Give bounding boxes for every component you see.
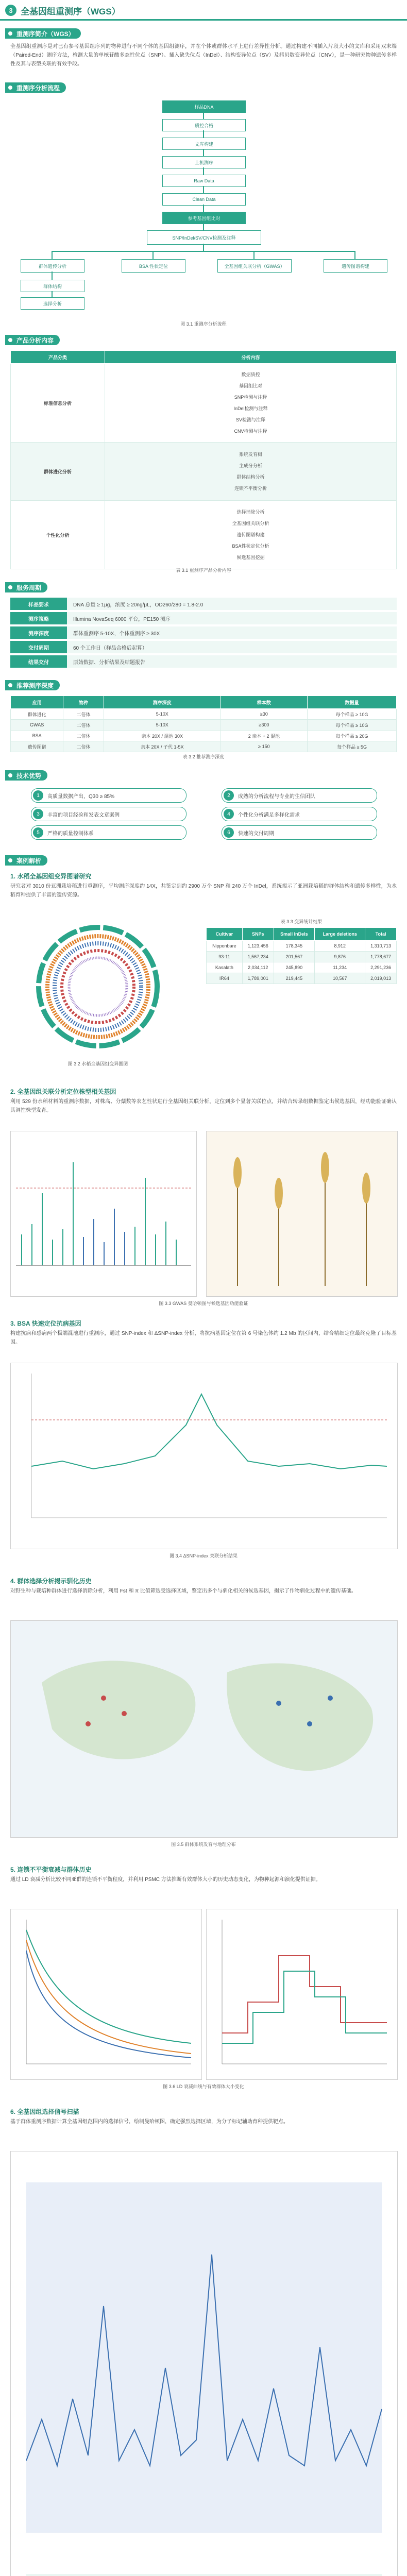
table-row (207, 973, 397, 984)
cases-label: 案例解析 (5, 855, 47, 866)
service-key: 交付周期 (10, 641, 67, 653)
case1-table (206, 927, 397, 984)
flow-caption: 图 3.1 重测序分析流程 (180, 321, 227, 327)
depth-cell: 2 亲本 + 2 混池 (221, 731, 307, 741)
case1-cell: Nipponbare (207, 941, 243, 952)
case4-text: 对野生种与栽培种群体进行选择消除分析，利用 Fst 和 π 比值筛选受选择区域，鉴定出多个与驯化相关的候选基因，揭示了作物驯化过程中的遗传基础。 (10, 1588, 357, 1594)
case1-cell: 201,567 (274, 952, 315, 962)
case1-col: SNPs (242, 928, 274, 941)
depth-col: 应用 (11, 696, 63, 709)
case3-title: 3. BSA 快速定位抗病基因 (10, 1320, 81, 1327)
case1-cell: 1,123,456 (242, 941, 274, 952)
case1-table-caption: 表 3.3 变异统计结果 (280, 919, 323, 924)
service-value: 群体重测序 5-10X，个体重测序 ≥ 30X (67, 626, 397, 639)
case5-title: 5. 连锁不平衡衰减与群体历史 (10, 1866, 92, 1873)
table-row (11, 443, 397, 501)
advantage-item: 6 快速的交付周期 (222, 825, 377, 840)
case1-cell: 1,789,001 (242, 973, 274, 984)
flow-box-structure: 群体结构 (21, 280, 84, 292)
depth-cell: 二倍体 (63, 731, 104, 741)
overview-label: 重测序简介（WGS） (5, 28, 81, 39)
case1-cell: 11,234 (315, 962, 365, 973)
service-key: 结果交付 (10, 655, 67, 668)
depth-cell: BSA (11, 731, 63, 741)
flow-box-gwas: 全基因组关联分析（GWAS） (217, 259, 292, 273)
case6-text: 基于群体重测序数据计算全基因组范围内的选择信号，绘制曼哈顿图，确定强烈选择区域，为分子标记辅助育种提供靶点。 (10, 2119, 289, 2125)
case1-cell: 1,310,713 (365, 941, 397, 952)
flow-box-dna: 样品DNA (162, 100, 246, 113)
depth-cell: 每个样品 ≥ 20G (308, 731, 397, 741)
flow-box-sequencing: 上机测序 (162, 156, 246, 168)
page-header (0, 0, 407, 21)
depth-cell: 二倍体 (63, 741, 104, 752)
table-row (207, 962, 397, 973)
depth-col: 物种 (63, 696, 104, 709)
depth-col: 测序深度 (104, 696, 221, 709)
header-rule (0, 19, 407, 21)
depth-cell: 二倍体 (63, 709, 104, 720)
service-key: 测序深度 (10, 626, 67, 639)
depth-cell: ≥300 (221, 720, 307, 731)
products-col-content: 分析内容 (105, 351, 397, 364)
advantage-item: 3 丰富的项目经验和发表文章案例 (31, 807, 186, 821)
case2-fig-caption: 图 3.3 GWAS 曼哈顿图与候选基因功能验证 (159, 1301, 248, 1306)
case1-cell: 9,876 (315, 952, 365, 962)
case1-cell: 245,890 (274, 962, 315, 973)
case1-col: Cultivar (207, 928, 243, 941)
depth-label: 推荐测序深度 (5, 680, 60, 690)
case3-snp-index-figure (10, 1363, 398, 1549)
table-row (207, 952, 397, 962)
depth-cell: GWAS (11, 720, 63, 731)
case6-selection-figure (10, 2151, 398, 2576)
case1-cell: 1,567,234 (242, 952, 274, 962)
flow-box-qc: 质控合格 (162, 119, 246, 131)
case1-circos-figure (21, 917, 175, 1056)
advantage-item: 1 高质量数据产出，Q30 ≥ 85% (31, 788, 186, 803)
depth-table (10, 696, 397, 752)
case1-cell: 219,445 (274, 973, 315, 984)
products-caption: 表 3.1 重测序产品分析内容 (176, 568, 231, 573)
case4-fig-caption: 图 3.5 群体系统发育与地理分布 (171, 1842, 236, 1847)
service-value: Illumina NovaSeq 6000 平台，PE150 测序 (67, 612, 397, 624)
case5-psmc-figure (206, 1909, 398, 2080)
service-value: 原始数据、分析结果及结题报告 (67, 655, 397, 668)
case1-cell: 2,291,236 (365, 962, 397, 973)
depth-cell: 遗传图谱 (11, 741, 63, 752)
table-row (11, 741, 397, 752)
page-title: 全基因组重测序（WGS） (21, 6, 121, 16)
depth-cell: 二倍体 (63, 720, 104, 731)
products-cell: 选择消除分析 全基因组关联分析 遗传图谱构建 BSA性状定位分析 候选基因挖掘 (105, 501, 397, 569)
case1-cell: 2,034,112 (242, 962, 274, 973)
flow-chart (0, 95, 407, 322)
depth-cell: 每个样品 ≥ 10G (308, 720, 397, 731)
table-row (11, 709, 397, 720)
service-row (10, 626, 397, 639)
case1-cell: 8,912 (315, 941, 365, 952)
service-row (10, 655, 397, 668)
table-row (11, 364, 397, 443)
flow-box-raw: Raw Data (162, 175, 246, 187)
service-key: 测序策略 (10, 612, 67, 624)
services-label: 服务周期 (5, 582, 47, 592)
flow-label: 重测序分析流程 (5, 82, 66, 93)
service-row (10, 612, 397, 624)
depth-cell: 5-10X (104, 720, 221, 731)
flow-box-popgen: 群体遗传分析 (21, 259, 84, 273)
products-label: 产品分析内容 (5, 335, 60, 345)
case2-plant-photos (206, 1131, 398, 1297)
case3-fig-caption: 图 3.4 ΔSNP-index 关联分析结果 (169, 1553, 238, 1558)
products-cell: 系统发育树 主成分分析 群体结构分析 连锁不平衡分析 (105, 443, 397, 501)
case1-cell: 1,778,677 (365, 952, 397, 962)
case4-map-figure (10, 1620, 398, 1838)
advantage-item: 5 严格的质量控制体系 (31, 825, 186, 840)
service-key: 样品要求 (10, 598, 67, 610)
products-table (10, 350, 397, 569)
case1-fig-caption: 图 3.2 水稻全基因组变异圈图 (67, 1061, 128, 1066)
products-cell: 群体进化分析 (11, 443, 105, 501)
overview-text: 全基因组重测序是对已有参考基因组序列的物种进行不同个体的基因组测序，并在个体或群体水平上进行差异性分析。通过构建不同插入片段大小的文库和采用双末端（Paired-End）测序方法，检测大量的单核苷酸多态性位点（SNP）、插入缺失位点（InDel）、结构变异位点（SV）及拷贝数变异位点（CNV），是一种研究物种遗传多样性及其与表型关联的有效手段。 (10, 44, 397, 67)
flow-box-bsa: BSA 性状定位 (122, 259, 185, 273)
case2-text: 利用 529 份水稻材料的重测序数据，对株高、分蘖数等农艺性状进行全基因组关联分析，定位到多个显著关联位点，并结合转录组数据鉴定出候选基因，经功能验证确认其调控株型发育。 (10, 1099, 397, 1113)
case1-col: Large deletions (315, 928, 365, 941)
service-value: DNA 总量 ≥ 1μg，浓度 ≥ 20ng/μL，OD260/280 = 1.8-2.0 (67, 598, 397, 610)
depth-cell: 群体进化 (11, 709, 63, 720)
case5-text: 通过 LD 衰减分析比较不同亚群的连锁不平衡程度，并利用 PSMC 方法推断有效群体大小的历史动态变化，为物种起源和演化提供证据。 (10, 1877, 321, 1883)
case1-cell: 10,567 (315, 973, 365, 984)
case5-fig-caption: 图 3.6 LD 衰减曲线与有效群体大小变化 (163, 2084, 244, 2089)
depth-cell: ≥ 150 (221, 741, 307, 752)
table-row (11, 501, 397, 569)
flow-box-map: 遗传图谱构建 (324, 259, 387, 273)
depth-caption: 表 3.2 推荐测序深度 (182, 754, 225, 759)
case1-text: 研究者对 3010 份亚洲栽培稻进行重测序，平均测序深度约 14X，共鉴定到约 2900 万个 SNP 和 240 万个 InDel，系统揭示了亚洲栽培稻的群体结构和遗传多样性，为水稻育种提供了丰富的遗传资源。 (10, 884, 397, 898)
flow-box-clean: Clean Data (162, 193, 246, 206)
case1-cell: 178,345 (274, 941, 315, 952)
case6-title: 6. 全基因组选择信号扫描 (10, 2108, 79, 2115)
depth-col: 数据量 (308, 696, 397, 709)
advantage-item: 2 成熟的分析流程与专业的生信团队 (222, 788, 377, 803)
case1-cell: IR64 (207, 973, 243, 984)
flow-box-library: 文库构建 (162, 138, 246, 150)
case4-title: 4. 群体选择分析揭示驯化历史 (10, 1578, 92, 1585)
case1-title: 1. 水稻全基因组变异图谱研究 (10, 873, 92, 880)
flow-box-align: 参考基因组比对 (162, 212, 246, 224)
table-row (11, 720, 397, 731)
case1-cell: 93-11 (207, 952, 243, 962)
service-row (10, 641, 397, 653)
depth-cell: ≥30 (221, 709, 307, 720)
depth-cell: 每个样品 ≥ 10G (308, 709, 397, 720)
service-value: 60 个工作日（样品合格后起算） (67, 641, 397, 653)
products-cell: 标准信息分析 (11, 364, 105, 443)
flow-box-variants: SNP/InDel/SV/CNV检测及注释 (147, 230, 261, 245)
depth-cell: 亲本 20X / 混池 30X (104, 731, 221, 741)
flow-box-selection: 选择分析 (21, 297, 84, 310)
case1-col: Small InDels (274, 928, 315, 941)
case1-cell: Kasalath (207, 962, 243, 973)
case5-ld-figure (10, 1909, 202, 2080)
case1-col: Total (365, 928, 397, 941)
products-cell: 个性化分析 (11, 501, 105, 569)
case2-title: 2. 全基因组关联分析定位株型相关基因 (10, 1088, 116, 1095)
depth-cell: 每个样品 ≥ 5G (308, 741, 397, 752)
table-row (207, 941, 397, 952)
depth-cell: 亲本 20X / 子代 1-5X (104, 741, 221, 752)
advantage-item: 4 个性化分析满足多样化需求 (222, 807, 377, 821)
products-col-category: 产品分类 (11, 351, 105, 364)
case2-manhattan-figure (10, 1131, 197, 1297)
depth-col: 样本数 (221, 696, 307, 709)
advantages-label: 技术优势 (5, 770, 47, 781)
case3-text: 构建抗病和感病两个极端混池进行重测序，通过 SNP-index 和 ΔSNP-index 分析，将抗病基因定位在第 6 号染色体约 1.2 Mb 的区间内，结合精细定位最终克隆了目标基因。 (10, 1331, 397, 1345)
products-cell: 数据质控 基因组比对 SNP检测与注释 InDel检测与注释 SV检测与注释 CNV检测与注释 (105, 364, 397, 443)
section-number: 3 (5, 5, 16, 16)
table-row (11, 731, 397, 741)
case1-cell: 2,019,013 (365, 973, 397, 984)
service-row (10, 598, 397, 610)
depth-cell: 5-10X (104, 709, 221, 720)
